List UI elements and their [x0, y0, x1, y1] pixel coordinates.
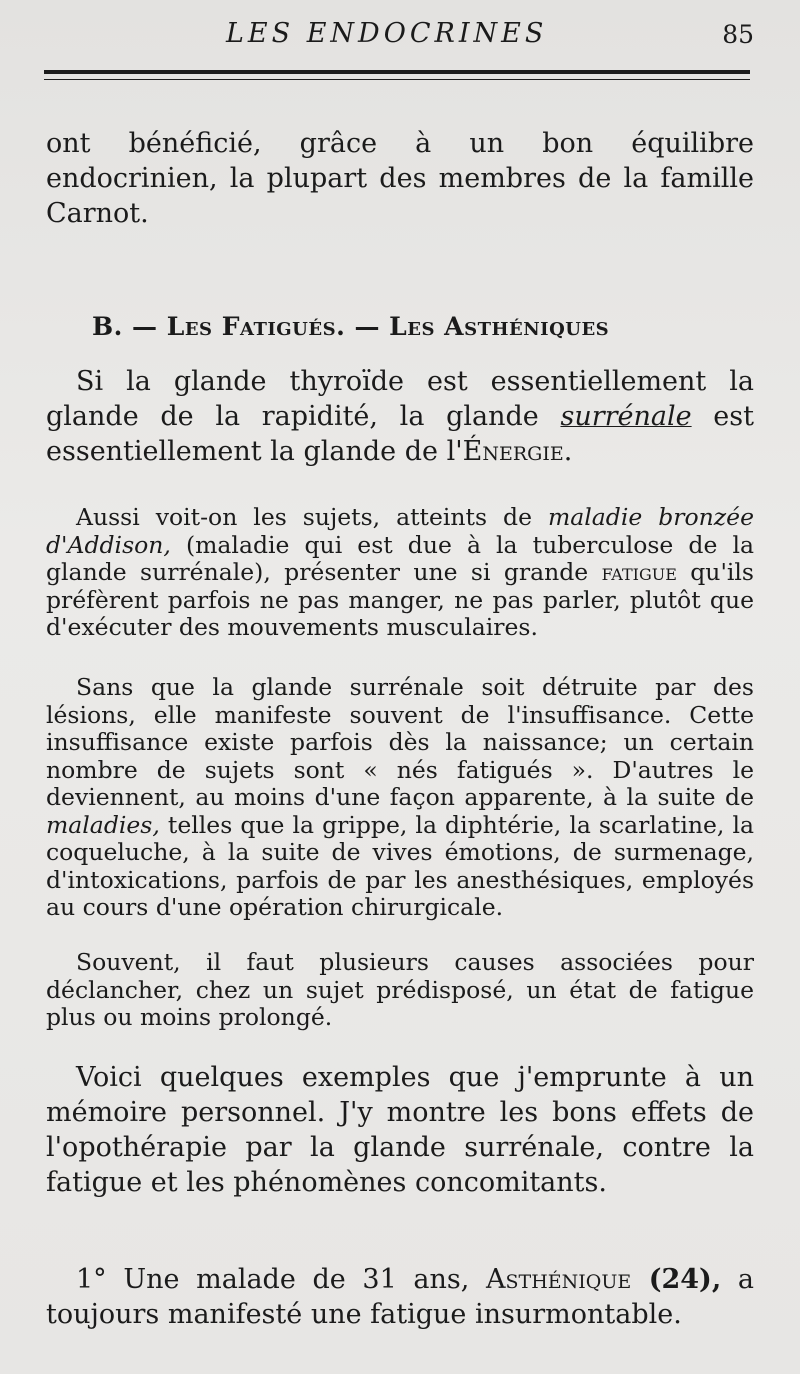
- small-caps-word: fatigue: [601, 558, 677, 586]
- paragraph-text: a toujours manifesté une fatigue insurmontable.: [46, 1264, 754, 1330]
- paragraph-thyroid: [46, 364, 754, 469]
- running-title: LES ENDOCRINES: [226, 18, 548, 49]
- emphasis: maladie bronzée d'Addison,: [46, 503, 754, 559]
- paragraph-text: est essentiellement la glande de l': [46, 401, 754, 467]
- reference-number: (24),: [631, 1264, 722, 1295]
- page-header: [44, 14, 754, 54]
- header-rule-thick: [44, 70, 750, 74]
- paragraph-case-1: [46, 1262, 754, 1332]
- header-rule-thin: [44, 79, 750, 80]
- paragraph-text: Sans que la glande surrénale soit détruite par des lésions, elle manifeste souvent de l'insuffisance. Cette insuffisance existe parfois dès la naissance; un certain nombre de sujets sont « nés fatigués ». D'autres le deviennent, au moins d'une façon apparente, à la suite de: [46, 673, 754, 811]
- paragraph-causes: [46, 949, 754, 1032]
- paragraph-text: ont bénéficié, grâce à un bon équilibre endocrinien, la plupart des membres de la famille Carnot.: [46, 128, 754, 229]
- section-heading: B. — Les Fatigués. — Les Asthéniques: [92, 312, 610, 341]
- paragraph-text: qu'ils préfèrent parfois ne pas manger, ne pas parler, plutôt que d'exécuter des mouvements musculaires.: [46, 558, 754, 641]
- paragraph-text: Si la glande thyroïde est essentiellement la glande de la rapidité, la glande: [46, 366, 754, 432]
- paragraph-text: Aussi voit-on les sujets, atteints de: [76, 503, 548, 531]
- emphasis: maladies,: [46, 810, 160, 839]
- paragraph-text: (maladie qui est due à la tuberculose de la glande surrénale), présenter une si grande: [46, 530, 754, 586]
- paragraph-text: Souvent, il faut plusieurs causes associées pour déclancher, chez un sujet prédisposé, un état de fatigue plus ou moins prolongé.: [46, 948, 754, 1031]
- page-number: 85: [722, 20, 754, 49]
- paragraph-insufficiency: [46, 674, 754, 922]
- paragraph-examples: [46, 1060, 754, 1200]
- paragraph-text: .: [563, 436, 573, 467]
- small-caps-word: Asthénique: [486, 1264, 632, 1295]
- paragraph-continuation: [46, 126, 754, 231]
- paragraph-text: 1° Une malade de 31 ans,: [76, 1264, 486, 1295]
- emphasis: surrénale: [560, 401, 692, 432]
- paragraph-addison: [46, 504, 754, 642]
- paragraph-text: telles que la grippe, la diphtérie, la scarlatine, la coqueluche, à la suite de vives émotions, de surmenage, d'intoxications, parfois de par les anesthésiques, employés au cours d'une opération chirurgicale.: [46, 810, 754, 921]
- paragraph-text: Voici quelques exemples que j'emprunte à un mémoire personnel. J'y montre les bons effets de l'opothérapie par la glande surrénale, contre la fatigue et les phénomènes concomitants.: [46, 1062, 754, 1198]
- small-caps-word: Énergie: [462, 436, 564, 467]
